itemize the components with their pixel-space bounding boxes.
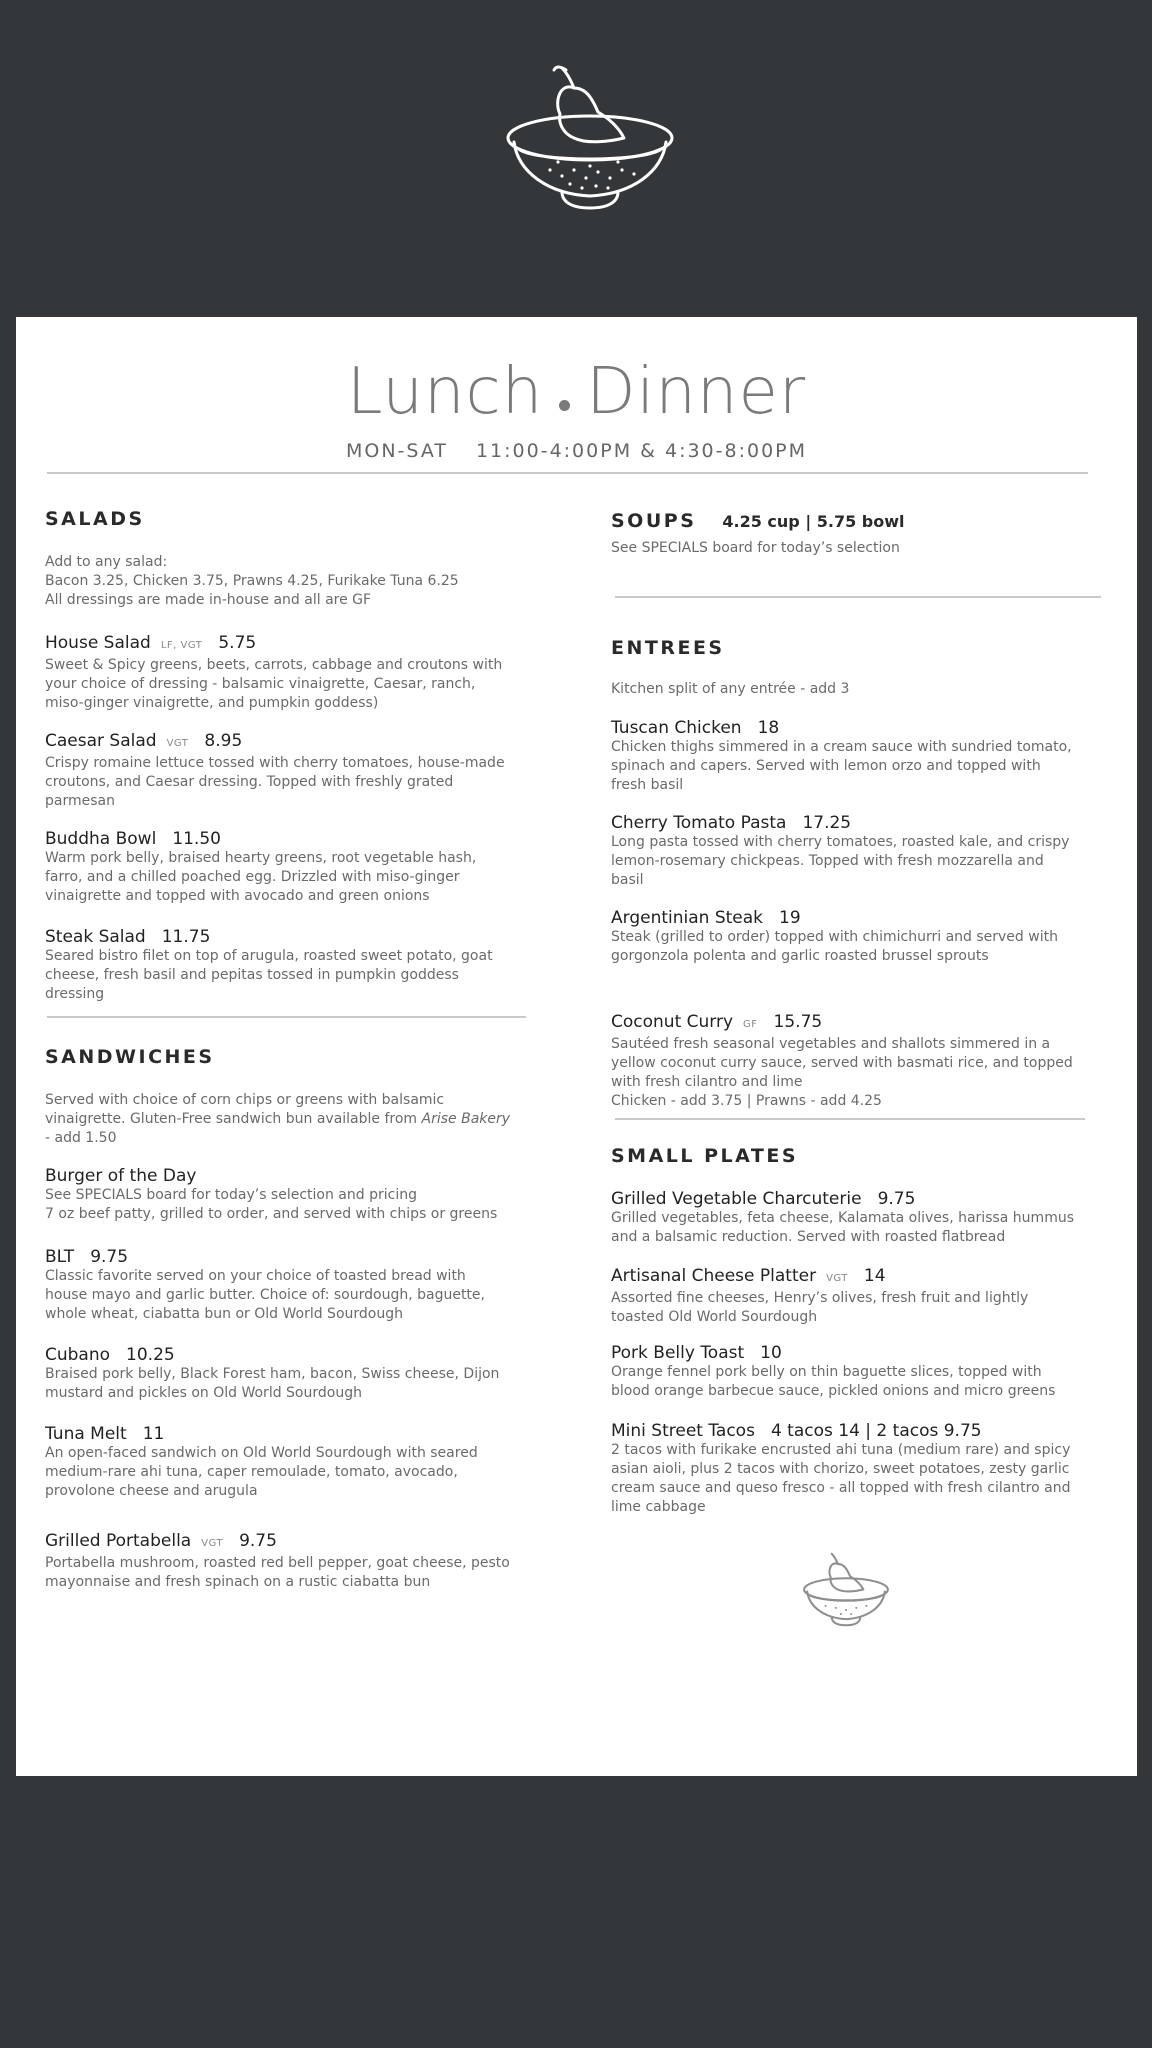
- item-price: 10: [760, 1343, 782, 1363]
- soups-note-line: See SPECIALS board for today’s selection: [611, 540, 900, 556]
- item-desc-line: gorgonzola polenta and garlic roasted brussel sprouts: [611, 948, 989, 964]
- salads-note-line: Add to any salad:: [45, 554, 168, 570]
- item-desc-line: Sweet & Spicy greens, beets, carrots, cabbage and croutons with: [45, 657, 503, 673]
- sandwiches-heading: SANDWICHES: [45, 1046, 215, 1068]
- item-description: [611, 1289, 1028, 1327]
- item-description: [45, 754, 505, 811]
- item-price: 9.75: [90, 1247, 129, 1267]
- item-desc-line: An open-faced sandwich on Old World Sourdough with seared: [45, 1445, 478, 1461]
- bowl-with-pear-small-icon: [800, 1549, 892, 1629]
- item-desc-line: whole wheat, ciabatta bun or Old World Sourdough: [45, 1306, 403, 1322]
- item-name: Cubano: [45, 1345, 111, 1365]
- item-desc-line: provolone cheese and arugula: [45, 1483, 258, 1499]
- sandwiches-note-line: [45, 1110, 510, 1129]
- menu-item-cubano: [45, 1344, 499, 1403]
- salads-note-line: Bacon 3.25, Chicken 3.75, Prawns 4.25, Furikake Tuna 6.25: [45, 573, 459, 589]
- item-price: 5.75: [218, 633, 257, 653]
- title-dot-separator: [559, 400, 570, 411]
- item-desc-line: with fresh cilantro and lime: [611, 1074, 803, 1090]
- item-description: [611, 1441, 1070, 1517]
- item-price: 11: [142, 1424, 165, 1444]
- item-desc-line: parmesan: [45, 793, 115, 809]
- item-price: 9.75: [877, 1189, 916, 1209]
- item-name: Grilled Portabella: [45, 1531, 192, 1551]
- item-desc-line: Long pasta tossed with cherry tomatoes, roasted kale, and crispy: [611, 834, 1070, 850]
- item-desc-line: Seared bistro filet on top of arugula, roasted sweet potato, goat: [45, 948, 493, 964]
- item-tag: GF: [743, 1019, 758, 1030]
- item-desc-line: yellow coconut curry sauce, served with basmati rice, and topped: [611, 1055, 1073, 1071]
- item-name: House Salad: [45, 633, 151, 653]
- menu-item-mini-street-tacos: [611, 1420, 1070, 1517]
- item-price: 18: [757, 718, 780, 738]
- item-desc-line: mustard and pickles on Old World Sourdough: [45, 1385, 362, 1401]
- item-description: [45, 1267, 485, 1324]
- item-name: BLT: [45, 1247, 75, 1267]
- salads-note: [45, 553, 459, 610]
- sandwiches-note-line: - add 1.50: [45, 1130, 117, 1146]
- menu-item-cherry-tomato-pasta: [611, 812, 1069, 890]
- item-desc-line: lime cabbage: [611, 1499, 706, 1515]
- item-desc-line: farro, and a chilled poached egg. Drizzled with miso-ginger: [45, 869, 460, 885]
- salads-heading: SALADS: [45, 508, 145, 530]
- item-price: 4 tacos 14 | 2 tacos 9.75: [770, 1421, 982, 1441]
- menu-item-tuscan-chicken: [611, 717, 1072, 795]
- item-price: 15.75: [773, 1012, 823, 1032]
- item-desc-line: basil: [611, 872, 644, 888]
- soups-prices: 4.25 cup | 5.75 bowl: [722, 512, 905, 531]
- item-price: 14: [863, 1266, 886, 1286]
- item-desc-line: Steak (grilled to order) topped with chimichurri and served with: [611, 929, 1058, 945]
- item-name: Burger of the Day: [45, 1166, 197, 1186]
- item-description: [611, 1363, 1055, 1401]
- soups-title: SOUPS: [611, 510, 697, 532]
- item-name: Grilled Vegetable Charcuterie: [611, 1189, 862, 1209]
- item-desc-line: miso-ginger vinaigrette, and pumpkin goddess): [45, 695, 379, 711]
- item-desc-line: asian aioli, plus 2 tacos with chorizo, sweet potatoes, zesty garlic: [611, 1461, 1070, 1477]
- item-tag: VGT: [826, 1273, 848, 1284]
- menu-item-argentinian-steak: [611, 907, 1058, 966]
- item-name: Caesar Salad: [45, 731, 157, 751]
- title-divider: [47, 472, 1088, 474]
- item-name: Artisanal Cheese Platter: [611, 1266, 817, 1286]
- small-plates-heading: SMALL PLATES: [611, 1145, 799, 1167]
- item-desc-line: Portabella mushroom, roasted red bell pepper, goat cheese, pesto: [45, 1555, 510, 1571]
- item-desc-line: fresh basil: [611, 777, 684, 793]
- menu-item-caesar-salad: [45, 730, 505, 811]
- arise-bakery-text: Arise Bakery: [421, 1111, 511, 1127]
- item-desc-line: spinach and capers. Served with lemon orzo and topped with: [611, 758, 1041, 774]
- item-name: Buddha Bowl: [45, 829, 157, 849]
- item-desc-line: cheese, fresh basil and pepitas tossed in pumpkin goddess: [45, 967, 459, 983]
- item-description: [45, 1554, 510, 1592]
- item-desc-line: Braised pork belly, Black Forest ham, bacon, Swiss cheese, Dijon: [45, 1366, 500, 1382]
- item-desc-line: blood orange barbecue sauce, pickled onions and micro greens: [611, 1383, 1056, 1399]
- item-desc-line: cream sauce and queso fresco - all topped with fresh cilantro and: [611, 1480, 1071, 1496]
- menu-hours: [16, 440, 1137, 462]
- item-price: 11.50: [172, 829, 221, 849]
- item-tag: LF, VGT: [160, 640, 203, 651]
- menu-title: [16, 355, 1137, 429]
- item-price: 8.95: [204, 731, 243, 751]
- bowl-with-pear-logo-icon: [500, 62, 680, 212]
- menu-item-blt: [45, 1246, 485, 1324]
- menu-item-artisanal-cheese-platter: [611, 1265, 1028, 1327]
- entrees-note-line: Kitchen split of any entrée - add 3: [611, 681, 850, 697]
- item-desc-line: toasted Old World Sourdough: [611, 1309, 818, 1325]
- menu-sheet: [16, 317, 1137, 1776]
- item-name: Argentinian Steak: [611, 908, 764, 928]
- item-description: [45, 849, 476, 906]
- menu-hours-time: 11:00-4:00PM & 4:30-8:00PM: [475, 440, 808, 462]
- item-desc-line: lemon-rosemary chickpeas. Topped with fresh mozzarella and: [611, 853, 1044, 869]
- menu-item-pork-belly-toast: [611, 1342, 1055, 1401]
- item-desc-line: Crispy romaine lettuce tossed with cherry tomatoes, house-made: [45, 755, 505, 771]
- item-name: Pork Belly Toast: [611, 1343, 745, 1363]
- menu-item-house-salad: [45, 632, 502, 713]
- item-name: Tuna Melt: [45, 1424, 127, 1444]
- item-description: [611, 833, 1069, 890]
- item-name: Steak Salad: [45, 927, 146, 947]
- item-desc-line: dressing: [45, 986, 105, 1002]
- entrees-note: [611, 680, 849, 699]
- menu-item-grilled-portabella: [45, 1530, 510, 1592]
- menu-item-grilled-vegetable-charcuterie: [611, 1188, 1074, 1247]
- item-description: [45, 947, 493, 1004]
- item-tag: VGT: [201, 1538, 224, 1549]
- menu-title-lunch: Lunch: [346, 355, 544, 429]
- soups-heading: [611, 510, 905, 532]
- item-description: [45, 1186, 497, 1224]
- item-desc-line: Chicken thighs simmered in a cream sauce with sundried tomato,: [611, 739, 1072, 755]
- item-desc-line: See SPECIALS board for today’s selection and pricing: [45, 1187, 417, 1203]
- item-description: [45, 1444, 478, 1501]
- item-name: Coconut Curry: [611, 1012, 734, 1032]
- item-desc-line: vinaigrette and topped with avocado and green onions: [45, 888, 430, 904]
- item-desc-line: Grilled vegetables, feta cheese, Kalamata olives, harissa hummus: [611, 1210, 1074, 1226]
- item-description: [611, 1209, 1074, 1247]
- sandwiches-note-text: vinaigrette. Gluten-Free sandwich bun available from: [45, 1111, 422, 1127]
- item-tag: VGT: [166, 738, 189, 749]
- item-description: [45, 1365, 499, 1403]
- salads-note-line: All dressings are made in-house and all are GF: [45, 592, 372, 608]
- sandwiches-note: [45, 1091, 510, 1148]
- soups-note: [611, 539, 900, 558]
- item-price: 11.75: [161, 927, 211, 947]
- item-price: 10.25: [126, 1345, 175, 1365]
- menu-item-tuna-melt: [45, 1423, 478, 1501]
- item-desc-line: Chicken - add 3.75 | Prawns - add 4.25: [611, 1093, 882, 1109]
- item-price: 9.75: [239, 1531, 277, 1551]
- menu-days: MON-SAT: [345, 440, 448, 462]
- item-name: Tuscan Chicken: [611, 718, 742, 738]
- item-desc-line: mayonnaise and fresh spinach on a rustic ciabatta bun: [45, 1574, 431, 1590]
- item-desc-line: Sautéed fresh seasonal vegetables and shallots simmered in a: [611, 1036, 1051, 1052]
- menu-item-buddha-bowl: [45, 828, 476, 906]
- item-desc-line: your choice of dressing - balsamic vinaigrette, Caesar, ranch,: [45, 676, 476, 692]
- item-desc-line: 7 oz beef patty, grilled to order, and served with chips or greens: [45, 1206, 498, 1222]
- menu-item-burger-of-the-day: [45, 1165, 497, 1224]
- sandwiches-note-line: Served with choice of corn chips or greens with balsamic: [45, 1092, 445, 1108]
- item-desc-line: Orange fennel pork belly on thin baguette slices, topped with: [611, 1364, 1042, 1380]
- item-desc-line: croutons, and Caesar dressing. Topped with freshly grated: [45, 774, 454, 790]
- item-desc-line: and a balsamic reduction. Served with roasted flatbread: [611, 1229, 1006, 1245]
- item-desc-line: medium-rare ahi tuna, caper remoulade, tomato, avocado,: [45, 1464, 458, 1480]
- item-description: [611, 928, 1058, 966]
- item-price: 19: [779, 908, 801, 928]
- salads-divider: [47, 1016, 526, 1018]
- item-desc-line: Assorted fine cheeses, Henry’s olives, fresh fruit and lightly: [611, 1290, 1029, 1306]
- item-desc-line: Classic favorite served on your choice of toasted bread with: [45, 1268, 466, 1284]
- entrees-divider: [615, 1118, 1085, 1120]
- item-description: [611, 738, 1072, 795]
- item-price: 17.25: [802, 813, 852, 833]
- item-desc-line: Warm pork belly, braised hearty greens, root vegetable hash,: [45, 850, 477, 866]
- entrees-heading: ENTREES: [611, 637, 725, 659]
- item-description: [611, 1035, 1073, 1111]
- item-desc-line: 2 tacos with furikake encrusted ahi tuna (medium rare) and spicy: [611, 1442, 1071, 1458]
- menu-title-dinner: Dinner: [586, 355, 807, 429]
- item-name: Mini Street Tacos: [611, 1421, 755, 1441]
- item-name: Cherry Tomato Pasta: [611, 813, 787, 833]
- item-desc-line: house mayo and garlic butter. Choice of: sourdough, baguette,: [45, 1287, 485, 1303]
- menu-item-steak-salad: [45, 926, 493, 1004]
- menu-item-coconut-curry: [611, 1011, 1073, 1111]
- soups-divider: [615, 596, 1101, 598]
- item-description: [45, 656, 502, 713]
